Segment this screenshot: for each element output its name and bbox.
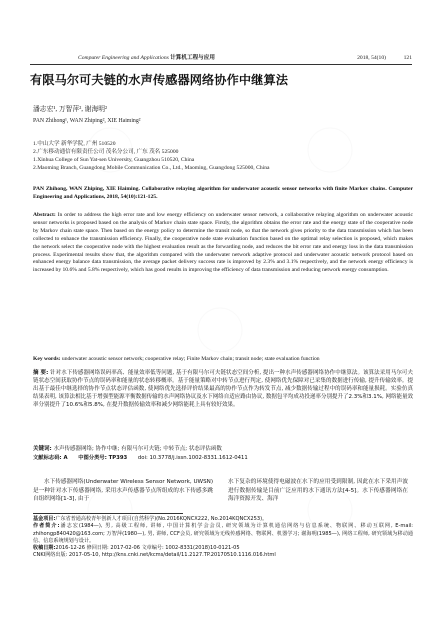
abstract-en (33, 212, 413, 275)
body-column-right: 水下复杂的环境使得电磁波在水下的应用受到限制, 因此在水下采用声波进行数据传输是目前广泛应用的水下通讯方法[4-5]。水下传感器网络在海洋资源开发、海洋 (228, 479, 408, 503)
doc-code: 文献标志码: A (33, 455, 68, 461)
authors-en: PAN Zhihong¹, WAN Zhiping², XIE Haiming² (33, 118, 141, 124)
footnote-funding-text: 广东省普通高校青年创新人才项目(自然科学)(No.2016KQNCX222, No.2014KQNCX253)。 (55, 516, 268, 522)
footnote-dates-label: 收稿日期: (33, 545, 56, 552)
page-number: 121 (403, 55, 412, 61)
doi-line (33, 454, 413, 462)
footnote-divider (33, 513, 183, 514)
citation-authors: PAN Zhihong, WAN Zhiping, XIE Haiming. (33, 186, 140, 192)
clc-number: 中图分类号: TP393 (78, 455, 128, 461)
footnote-dates-text: 2016-12-26 修回日期: 2017-02-06 文章编号: 1002-8331(2018)10-0121-05 (55, 545, 240, 552)
affiliation-2-cn: 2.广东移动通信有限责任公司 茂名分公司, 广东 茂名 525000 (33, 149, 179, 155)
abstract-cn-label: 摘 要: (33, 370, 49, 376)
footnote-cnki (33, 552, 413, 559)
keywords-cn (33, 445, 413, 453)
paper-title: 有限马尔可夫链的水声传感器网络协作中继算法 (30, 73, 289, 87)
keywords-cn-label: 关键词: (33, 446, 52, 452)
keywords-en-text: underwater acoustic sensor network; cooperative relay; Finite Markov chain; transit node; state evaluation function (61, 356, 320, 362)
footnote-authors-label: 作者简介: (33, 523, 60, 530)
affiliation-1-cn: 1.中山大学 新华学院, 广州 510520 (33, 141, 116, 147)
abstract-cn-text: 针对水下传感器网络误码率高、能量效率低等问题, 基于有限马尔可夫链状态空间分析, 提出一种水声传感器网络协作中继算法。该算法采用马尔可夫链状态空间获取协作节点的误码率和能量的状态转移概率。基于能量策略对中转节点进行判定, 使网络优先保障对已采集的数据进行传输, 提升传输效率。提出基于最佳中继选择的协作节点状态评估函数, 使网络优先选择评价结果最高的协作节点作为转发节点, 减少数据传输过程中的误码率和能量损耗。实验仿真结果表明, 该算法相比基于增强型能源平衡数据传输的水声网络协议及水下网络自适应路由协议, 数据包平均成功投递率分别提升了2.3%和3.1%, 网络能量效率分别提升了10.6%和5.8%, 在提升数据传输效率和减少网络能耗上具有较好效果。 (33, 370, 413, 409)
doi: doi: 10.3778/j.issn.1002-8331.1612-0411 (137, 455, 248, 461)
keywords-cn-text: 水声传感器网络; 协作中继; 有限马尔可夫链; 中转节点; 状态评估函数 (53, 446, 222, 452)
abstract-cn (33, 369, 413, 409)
journal-name (78, 52, 215, 64)
watermark-seal-icon (198, 308, 242, 352)
footnote-authors-text: 潘志宏(1984—), 男, 高级工程师, 讲师, 中国计算机学会会员, 研究领域为计算机通信网络与信息系统、物联网、移动互联网, E-mail: zhihongp840420@163.com; 万智萍(1980—), 男, 讲师, CCF会员, 研究领域为无线传感网络、物联网、机器学习; 谢海明(1985—), 网络工程师, 研究领域为移动通信、信息系统规划与设计。 (33, 523, 413, 544)
issue-info: 2018, 54(10) (357, 55, 386, 61)
footnotes (33, 516, 413, 560)
body-column-left: 水下传感器网络(Underwater Wireless Sensor Network, UWSN)是一种针对水下传感器网络, 采用水声传感器节点所组成的水下传感多跳自组织网络[1-3], 由于 (33, 479, 213, 503)
journal-name-en: Computer Engineering and Applications (78, 55, 169, 61)
keywords-en-label: Key words: (33, 356, 61, 362)
citation (33, 186, 413, 201)
affiliation-2-en: 2.Maoming Branch, Guangdong Mobile Communication Co., Ltd., Maoming, Guangdong 525000, China (33, 165, 270, 171)
footnote-authors (33, 523, 413, 545)
footnote-funding-label: 基金项目: (33, 516, 56, 522)
citation-text: Collaborative relaying algorithm for underwater acoustic sensor networks with finite Markov chains. Computer Engineering and Applications, 2018, 54(10):121-125. (33, 186, 413, 200)
abstract-en-text: In order to address the high error rate and low energy efficiency on underwater sensor network, a collaborative relaying algorithm on underwater acoustic sensor networks is proposed based on the analysis of Markov chain state space. Firstly, the algorithm obtains the error rate and the energy state of the cooperative node by Markov chain state space. Then based on the energy policy to determine the transit node, so that the network gives priority to the data transmission which has been collected to enhance the transmission efficiency. Finally, the cooperative node state evaluation function based on the optimal relay selection is proposed, which makes the network select the cooperative node with the highest evaluation result as the forwarding node, and reduces the bit error rate and energy loss in the data transmission process. Experimental results show that, the algorithm compared with the underwater network adaptive protocol and underwater acoustic network protocol based on enhanced energy balance data transmission, the average packet delivery success rate is improved by 2.3% and 3.1% respectively, and the network energy efficiency is increased by 10.6% and 5.8% respectively, which has good results in improving the efficiency of data transmission and reducing network energy consumption. (33, 212, 413, 274)
affiliations (33, 140, 413, 172)
authors-cn: 潘志宏¹, 万智萍², 谢海明² (33, 106, 108, 113)
abstract-en-label: Abstract: (33, 212, 56, 218)
keywords-en (33, 356, 413, 364)
footnote-cnki-text: CNKI网络出版: 2017-05-10, http://kns.cnki.net/kcms/detail/11.2127.TP.20170510.1116.016.html (33, 552, 276, 559)
journal-name-cn: 计算机工程与应用 (170, 55, 215, 61)
running-header (30, 52, 412, 65)
affiliation-1-en: 1.Xinhua College of Sun Yat-sen University, Guangzhou 510520, China (33, 157, 195, 163)
